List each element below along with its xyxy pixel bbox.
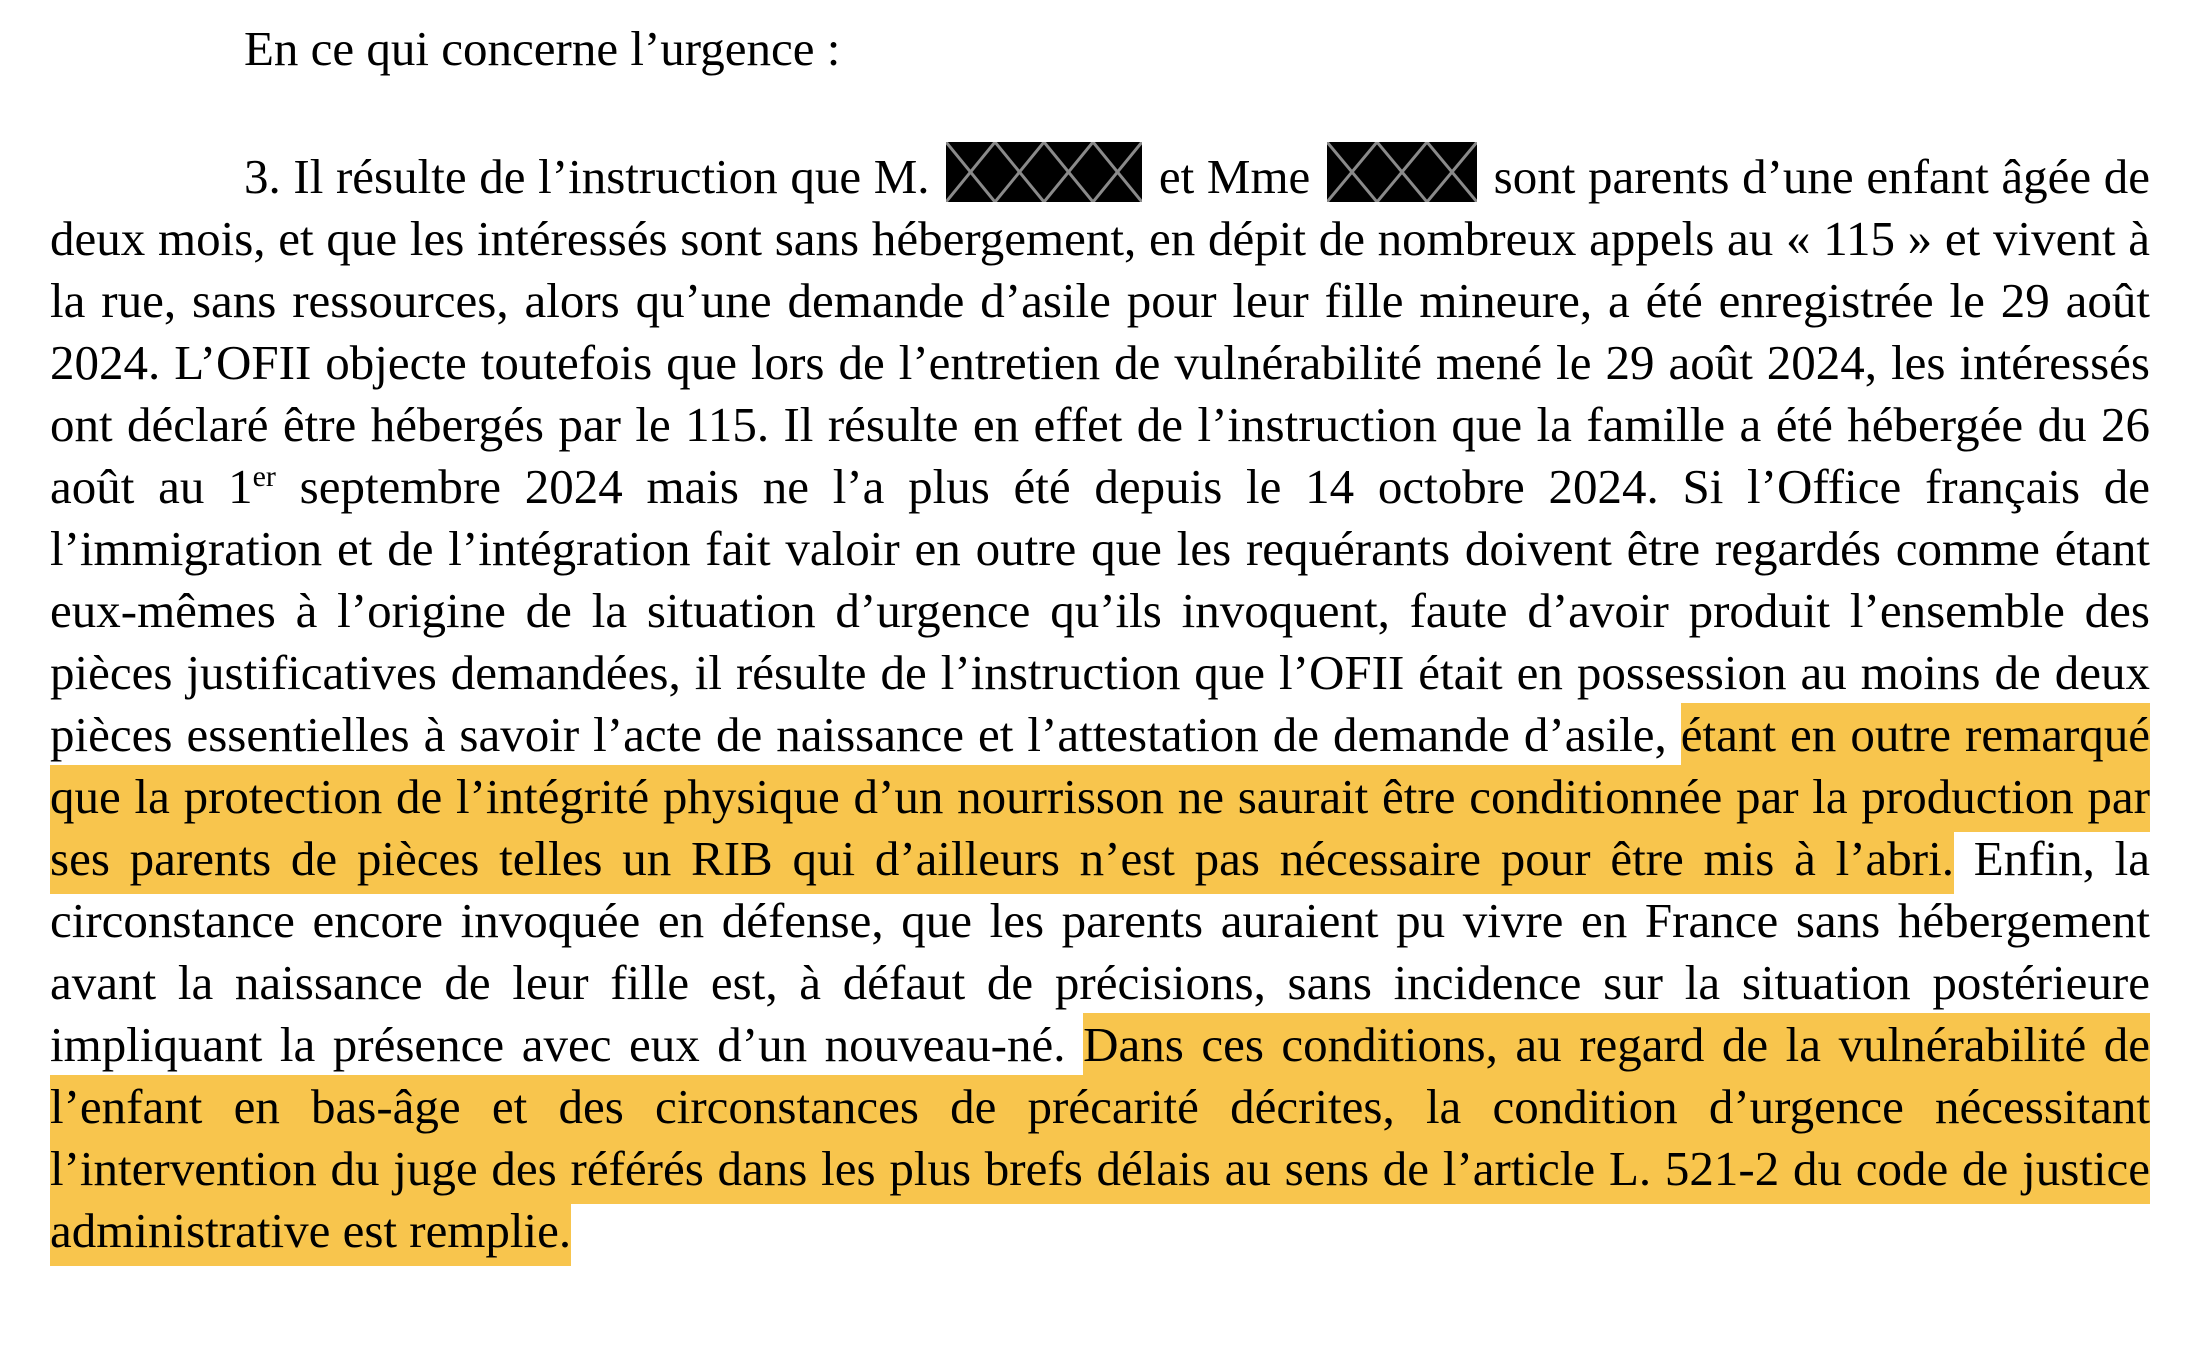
highlighted-passage-2: Dans ces conditions, au regard de la vulnérabilité de l’enfant en bas-âge et des circonstances de précarité décrites, la condition d’urgence nécessitant l’intervention du juge des référés dans les plus brefs délais au sens de l’article L. 521-2 du code de justice administrative est remplie.: [50, 1013, 2150, 1266]
paragraph-text-4: septembre 2024 mais ne l’a plus été depuis le 14 octobre 2024. Si l’Office français de l’immigration et de l’intégration fait valoir en outre que les requérants doivent être regardés comme étant eux-mêmes à l’origine de la situation d’urgence qu’ils invoquent, faute d’avoir produit l’ensemble des pièces justificatives demandées, il résulte de l’instruction que l’OFII était en possession au moins de deux pièces essentielles à savoir l’acte de naissance et l’attestation de demande d’asile,: [50, 459, 2151, 762]
superscript-er: er: [252, 460, 276, 493]
paragraph-3: [50, 142, 2150, 1262]
redacted-name-2: [1327, 142, 1477, 202]
paragraph-number: 3.: [244, 149, 281, 204]
paragraph-text-5: Enfin, la circonstance encore invoquée en défense, que les parents auraient pu vivre en France sans hébergement avant la naissance de leur fille est, à défaut de précisions, sans incidence sur la situation postérieure impliquant la présence avec eux d’un nouveau-né.: [50, 831, 2150, 1072]
highlighted-passage-1: étant en outre remarqué que la protection de l’intégrité physique d’un nourrisson ne saurait être conditionnée par la production par ses parents de pièces telles un RIB qui d’ailleurs n’est pas nécessaire pour être mis à l’abri.: [50, 703, 2150, 894]
paragraph-text-2: et Mme: [1158, 149, 1311, 204]
redacted-name-1: [946, 142, 1142, 202]
paragraph-text-3: sont parents d’une enfant âgée de deux mois, et que les intéressés sont sans hébergement, en dépit de nombreux appels au « 115 » et vivent à la rue, sans ressources, alors qu’une demande d’asile pour leur fille mineure, a été enregistrée le 29 août 2024. L’OFII objecte toutefois que lors de l’entretien de vulnérabilité mené le 29 août 2024, les intéressés ont déclaré être hébergés par le 115. Il résulte en effet de l’instruction que la famille a été hébergée du 26 août au 1: [50, 149, 2151, 514]
document-page: [50, 18, 2150, 1262]
section-heading: En ce qui concerne l’urgence :: [244, 21, 841, 76]
paragraph-text-1: Il résulte de l’instruction que M.: [293, 149, 930, 204]
